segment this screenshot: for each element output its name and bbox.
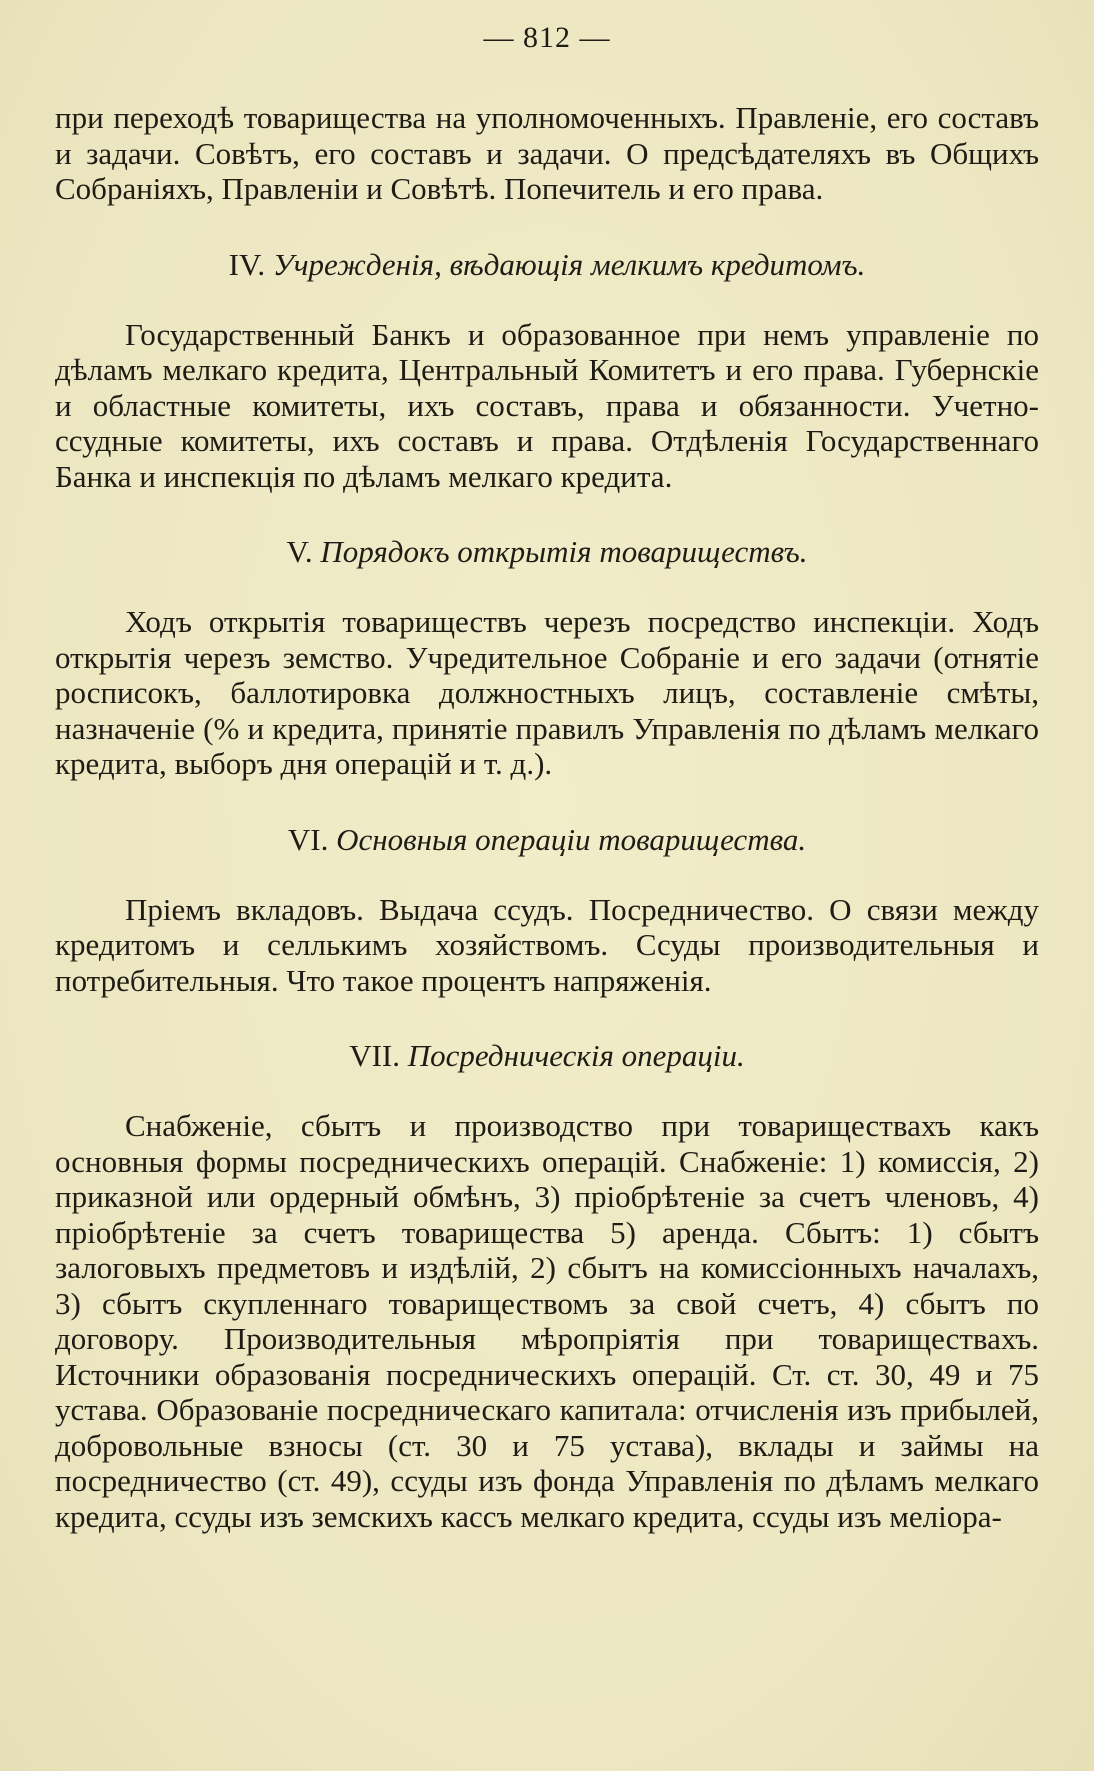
section-heading-vii [55,1038,1039,1074]
heading-title: Порядокъ открытія товариществъ. [320,534,808,569]
section-paragraph-continuation: при переходѣ товарищества на уполномоченныхъ. Правленіе, его составъ и задачи. Совѣтъ, его составъ и задачи. О предсѣдателяхъ въ Общихъ Собраніяхъ, Правленіи и Совѣтѣ. Попечитель и его права. [55,100,1039,206]
page-number: — 812 — [483,21,611,54]
section-paragraph-v: Ходъ открытія товариществъ черезъ посредство инспекціи. Ходъ открытія черезъ земство. Учредительное Собраніе и его задачи (отнятіе росписокъ, баллотировка должностныхъ лицъ, составленіе смѣты, назначеніе (% и кредита, принятіе правилъ Управленія по дѣламъ мелкаго кредита, выборъ дня операцій и т. д.). [55,604,1039,781]
section-paragraph-iv: Государственный Банкъ и образованное при немъ управленіе по дѣламъ мелкаго кредита, Центральный Комитетъ и его права. Губернскіе и областные комитеты, ихъ составъ, права и обязанности. Учетно-ссудные комитеты, ихъ составъ и права. Отдѣленія Государственнаго Банка и инспекція по дѣламъ мелкаго кредита. [55,316,1039,494]
heading-title: Посредническія операціи. [407,1038,745,1073]
heading-number: V. [286,534,313,569]
heading-number: VI. [287,821,329,857]
heading-title: Учрежденія, вѣдающія мелкимъ кредитомъ. [272,246,866,282]
section-paragraph-vi: Пріемъ вкладовъ. Выдача ссудъ. Посредничество. О связи между кредитомъ и селлькимъ хозяйствомъ. Ссуды производительныя и потребительныя. Что такое процентъ напряженія. [55,891,1039,998]
heading-number: IV. [228,246,266,282]
section-heading-vi [55,822,1039,858]
heading-title: Основныя операціи товарищества. [336,821,807,857]
heading-number: VII. [349,1038,401,1073]
section-heading-iv [55,247,1039,283]
section-heading-v [55,534,1039,570]
section-paragraph-vii: Снабженіе, сбытъ и производство при товариществахъ какъ основныя формы посредническихъ операцій. Снабженіе: 1) комиссія, 2) приказной или ордерный обмѣнъ, 3) пріобрѣтеніе за счетъ членовъ, 4) пріобрѣтеніе за счетъ товарищества 5) аренда. Сбытъ: 1) сбытъ залоговыхъ предметовъ и издѣлій, 2) сбытъ на комиссіонныхъ началахъ, 3) сбытъ скупленнаго товариществомъ за свой счетъ, 4) сбытъ по договору. Производительныя мѣропріятія при товариществахъ. Источники образованія посредническихъ операцій. Ст. ст. 30, 49 и 75 устава. Образованіе посредническаго капитала: отчисленія изъ прибылей, добровольные взносы (ст. 30 и 75 устава), вклады и займы на посредничество (ст. 49), ссуды изъ фонда Управленія по дѣламъ мелкаго кредита, ссуды изъ земскихъ кассъ мелкаго кредита, ссуды изъ меліора- [55,1108,1039,1534]
